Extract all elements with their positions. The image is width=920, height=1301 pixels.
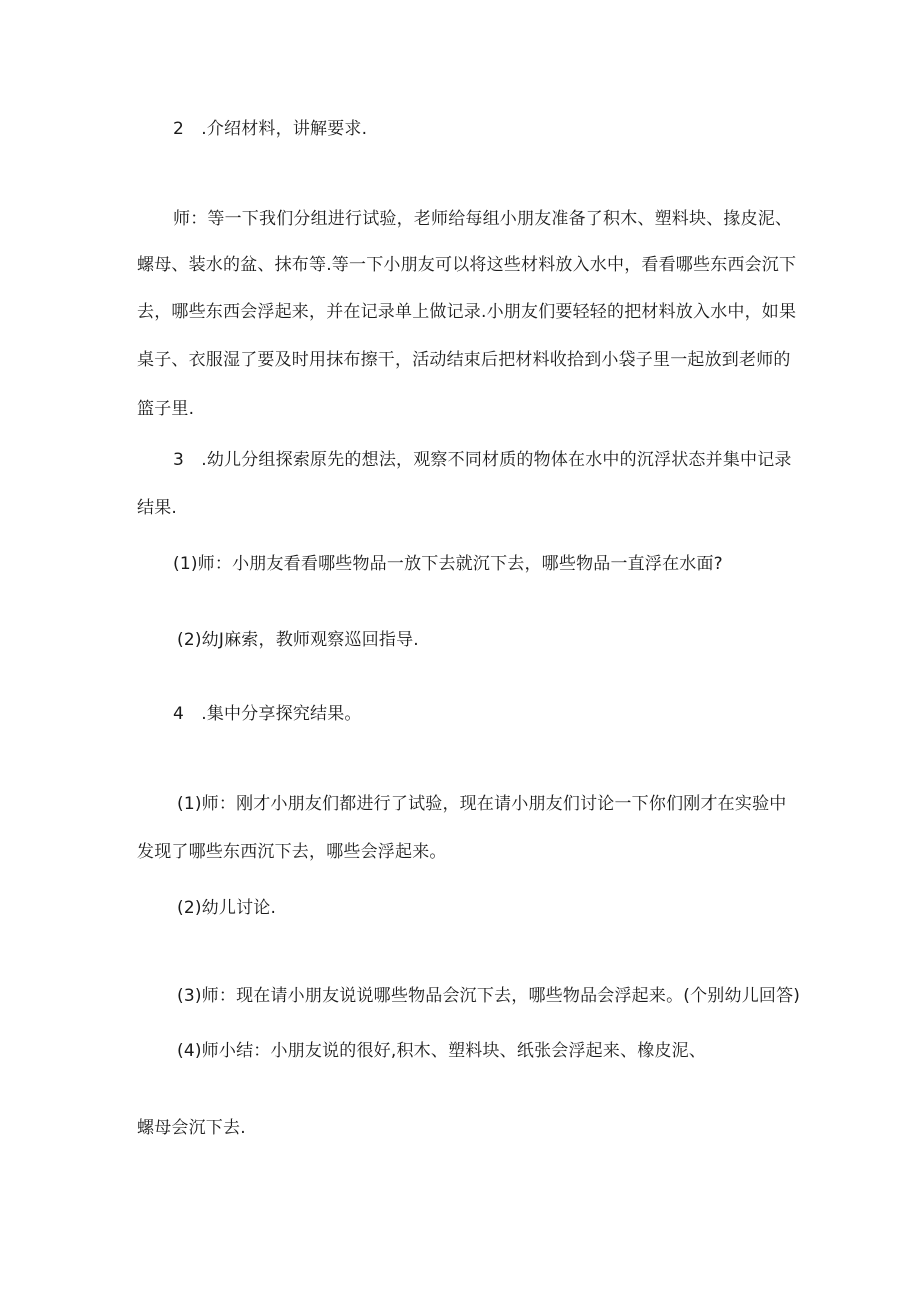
section-4-item-1-line-1: (1)师：刚才小朋友们都进行了试验，现在请小朋友们讨论一下你们刚才在实验中 (177, 794, 787, 814)
teacher-intro-line-5: 篮子里. (137, 399, 195, 419)
teacher-intro-line-2: 螺母、装水的盆、抹布等.等一下小朋友可以将这些材料放入水中，看看哪些东西会沉下 (137, 255, 797, 275)
section-3-line-2: 结果. (137, 498, 178, 518)
teacher-intro-line-3: 去，哪些东西会浮起来，并在记录单上做记录.小朋友们要轻轻的把材料放入水中，如果 (137, 302, 797, 322)
section-2-heading: 2 .介绍材料，讲解要求. (173, 119, 368, 139)
section-4-heading: 4 .集中分享探究结果。 (173, 704, 362, 724)
section-3-item-2: (2)幼J麻索，教师观察巡回指导. (177, 630, 419, 650)
teacher-intro-line-4: 桌子、衣服湿了要及时用抹布擦干，活动结束后把材料收拾到小袋子里一起放到老师的 (137, 350, 791, 370)
section-4-item-4: (4)师小结：小朋友说的很好,积木、塑料块、纸张会浮起来、橡皮泥、 (177, 1041, 707, 1061)
section-3-item-1: (1)师：小朋友看看哪些物品一放下去就沉下去，哪些物品一直浮在水面? (173, 554, 723, 574)
section-3-line-1: 3 .幼儿分组探索原先的想法，观察不同材质的物体在水中的沉浮状态并集中记录 (173, 450, 792, 470)
section-4-item-3: (3)师：现在请小朋友说说哪些物品会沉下去，哪些物品会浮起来。(个别幼儿回答) (177, 986, 801, 1006)
section-4-item-1-line-2: 发现了哪些东西沉下去，哪些会浮起来。 (137, 842, 447, 862)
section-4-item-2: (2)幼儿讨论. (177, 898, 277, 918)
section-4-item-4-continued: 螺母会沉下去. (137, 1118, 246, 1138)
teacher-intro-line-1: 师：等一下我们分组进行试验，老师给每组小朋友准备了积木、塑料块、掾皮泥、 (173, 209, 793, 229)
